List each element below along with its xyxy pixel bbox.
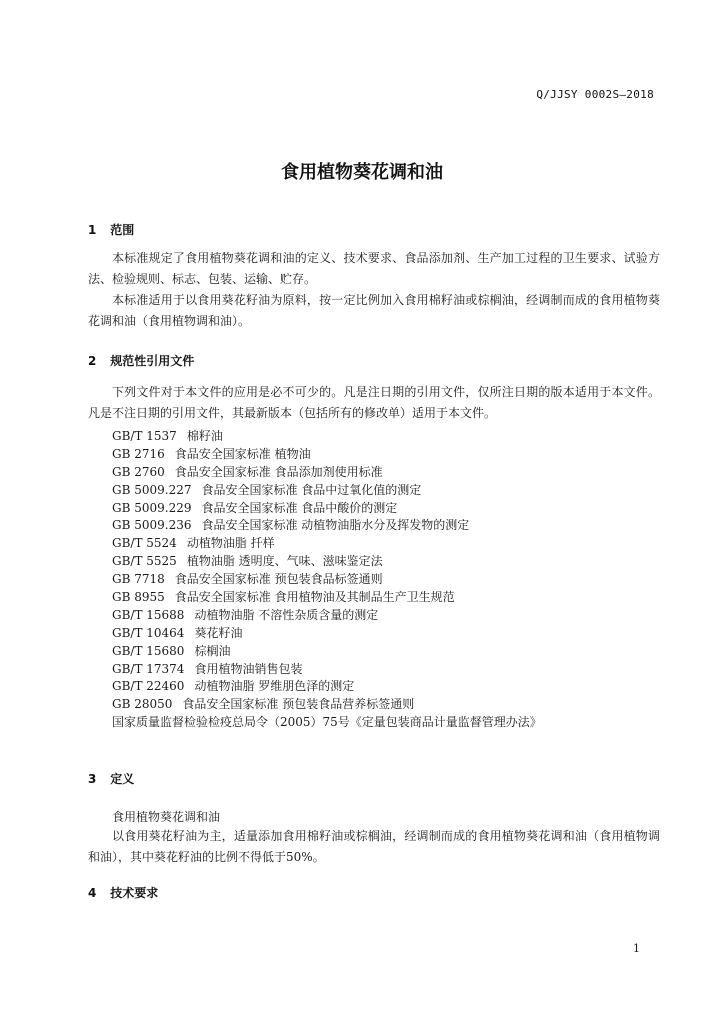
reference-title: 食品安全国家标准 植物油: [174, 446, 311, 461]
reference-list: [112, 428, 542, 732]
reference-code: GB/T 10464: [112, 625, 185, 640]
section-title: 规范性引用文件: [110, 354, 195, 368]
section-3-heading: [88, 770, 134, 787]
reference-code: GB/T 15680: [112, 643, 185, 658]
reference-title: 棉籽油: [186, 429, 223, 443]
reference-code: GB 2716: [112, 446, 165, 461]
reference-title: 食品安全国家标准 食用植物油及其制品生产卫生规范: [174, 590, 455, 605]
reference-item: [112, 517, 542, 535]
reference-item: [112, 625, 542, 643]
reference-code: GB/T 1537: [112, 429, 177, 443]
section-number: 2: [88, 354, 97, 368]
section-number: 4: [88, 886, 97, 900]
reference-code: GB/T 15688: [112, 607, 185, 622]
reference-title: 动植物油脂 罗维朋色泽的测定: [194, 679, 355, 694]
reference-item: [112, 714, 542, 732]
definition-term: 食用植物葵花调和油: [112, 810, 221, 824]
reference-title: 食品安全国家标准 预包装食品营养标签通则: [182, 697, 415, 712]
reference-title: 动植物油脂 不溶性杂质含量的测定: [194, 607, 379, 622]
section-title: 定义: [110, 772, 135, 786]
reference-item: [112, 661, 542, 679]
reference-code: GB 8955: [112, 590, 165, 605]
document-title: 食用植物葵花调和油: [281, 162, 443, 183]
reference-code: GB 28050: [112, 697, 173, 712]
reference-item: [112, 571, 542, 589]
standard-code: Q/JJSY 0002S—2018: [536, 88, 654, 101]
reference-item: [112, 428, 542, 446]
reference-title: 植物油脂 透明度、气味、滋味鉴定法: [186, 554, 383, 569]
section-number: 3: [88, 772, 97, 786]
reference-code: GB 5009.236: [112, 518, 192, 533]
definition-text: 以食用葵花籽油为主，适量添加食用棉籽油或棕榈油，经调制而成的食用植物葵花调和油（食用植物调和油），其中葵花籽油的比例不得低于50%。: [88, 829, 660, 864]
reference-item: [112, 589, 542, 607]
section-title: 技术要求: [110, 886, 159, 900]
reference-title: 食品安全国家标准 食品添加剂使用标准: [174, 464, 383, 479]
reference-item: [112, 607, 542, 625]
reference-item: [112, 446, 542, 464]
reference-code: GB 5009.227: [112, 482, 192, 497]
reference-code: GB 5009.229: [112, 500, 192, 515]
reference-title: 食品安全国家标准 动植物油脂水分及挥发物的测定: [201, 518, 470, 533]
reference-item: [112, 535, 542, 553]
references-intro: 下列文件对于本文件的应用是必不可少的。凡是注日期的引用文件，仅所注日期的版本适用于本文件。凡是不注日期的引用文件，其最新版本（包括所有的修改单）适用于本文件。: [88, 385, 660, 420]
reference-item: [112, 696, 542, 714]
reference-item: [112, 464, 542, 482]
reference-title: 国家质量监督检验检疫总局令（2005）75号《定量包装商品计量监督管理办法》: [112, 715, 542, 730]
reference-code: GB 7718: [112, 572, 165, 587]
reference-title: 动植物油脂 扦样: [186, 536, 275, 551]
reference-code: GB/T 5524: [112, 536, 177, 551]
section-4-heading: [88, 884, 158, 901]
reference-title: 食品安全国家标准 食品中酸价的测定: [201, 500, 398, 515]
reference-code: GB 2760: [112, 464, 165, 479]
section-2-heading: [88, 352, 194, 369]
reference-code: GB/T 22460: [112, 679, 185, 694]
reference-item: [112, 500, 542, 518]
reference-code: GB/T 5525: [112, 554, 177, 569]
reference-item: [112, 482, 542, 500]
reference-item: [112, 678, 542, 696]
scope-paragraph-2: 本标准适用于以食用葵花籽油为原料，按一定比例加入食用棉籽油或棕榈油，经调制而成的食用植物葵花调和油（食用植物调和油）。: [88, 293, 660, 328]
reference-title: 棕榈油: [194, 643, 231, 658]
reference-title: 葵花籽油: [194, 625, 243, 640]
scope-paragraph-1: 本标准规定了食用植物葵花调和油的定义、技术要求、食品添加剂、生产加工过程的卫生要求、试验方法、检验规则、标志、包装、运输、贮存。: [88, 251, 660, 286]
reference-title: 食品安全国家标准 食品中过氧化值的测定: [201, 482, 422, 497]
section-number: 1: [88, 223, 97, 237]
reference-item: [112, 553, 542, 571]
reference-item: [112, 643, 542, 661]
section-title: 范围: [110, 223, 135, 237]
page-number: 1: [633, 942, 640, 955]
reference-title: 食品安全国家标准 预包装食品标签通则: [174, 572, 383, 587]
reference-title: 食用植物油销售包装: [194, 661, 303, 676]
reference-code: GB/T 17374: [112, 661, 185, 676]
section-1-heading: [88, 221, 134, 238]
